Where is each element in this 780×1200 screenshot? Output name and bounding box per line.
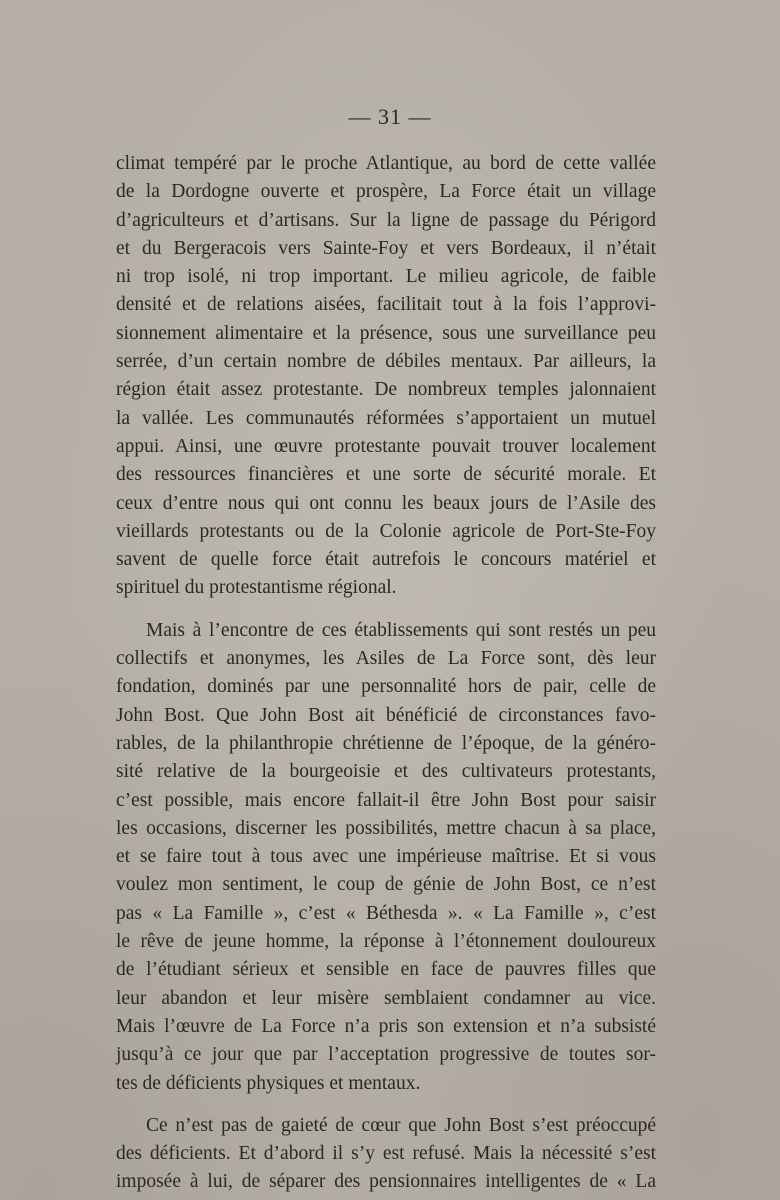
text-line: collectifs et anonymes, les Asiles de La Force sont, dès leur [116, 648, 656, 670]
text-line: les occasions, discerner les possibilités, mettre chacun à sa place, [116, 817, 656, 839]
text-line: ceux d’entre nous qui ont connu les beaux jours de l’Asile des [116, 492, 656, 514]
text-line: d’agriculteurs et d’artisans. Sur la ligne de passage du Périgord [116, 209, 656, 231]
text-line: des ressources financières et une sorte de sécurité morale. Et [116, 464, 656, 486]
text-line: climat tempéré par le proche Atlantique, au bord de cette vallée [116, 153, 656, 174]
text-line: Mais l’œuvre de La Force n’a pris son extension et n’a subsisté [116, 1015, 656, 1037]
text-line: vieillards protestants ou de la Colonie agricole de Port-Ste-Foy [116, 520, 656, 542]
text-line: imposée à lui, de séparer des pensionnaires intelligentes de « La [116, 1171, 656, 1193]
paragraph [116, 617, 656, 1098]
text-line: John Bost. Que John Bost ait bénéficié de circonstances favo- [116, 704, 656, 726]
text-line: sionnement alimentaire et la présence, sous une surveillance peu [116, 322, 656, 344]
text-line: serrée, d’un certain nombre de débiles mentaux. Par ailleurs, la [116, 351, 656, 373]
text-line: des déficients. Et d’abord il s’y est refusé. Mais la nécessité s’est [116, 1143, 656, 1165]
text-line: voulez mon sentiment, le coup de génie de John Bost, ce n’est [116, 874, 656, 896]
text-line: et du Bergeracois vers Sainte-Foy et vers Bordeaux, il n’était [116, 237, 656, 259]
text-line: leur abandon et leur misère semblaient condamner au vice. [116, 987, 656, 1009]
text-line: fondation, dominés par une personnalité hors de pair, celle de [116, 676, 656, 698]
text-line: de la Dordogne ouverte et prospère, La Force était un village [116, 181, 656, 203]
text-line: le rêve de jeune homme, la réponse à l’étonnement douloureux [116, 931, 656, 953]
page-number: — 31 — [348, 104, 432, 129]
paragraph [116, 1112, 656, 1197]
paragraph [116, 150, 656, 603]
text-line: Mais à l’encontre de ces établissements qui sont restés un peu [146, 619, 656, 641]
paragraph-gap [116, 603, 656, 617]
text-line: tes de déficients physiques et mentaux. [116, 1072, 421, 1094]
text-line: de l’étudiant sérieux et sensible en face de pauvres filles que [116, 959, 656, 981]
text-line: jusqu’à ce jour que par l’acceptation progressive de toutes sor- [116, 1044, 656, 1066]
text-line: Ce n’est pas de gaieté de cœur que John Bost s’est préoccupé [146, 1114, 656, 1136]
text-line: spirituel du protestantisme régional. [116, 577, 397, 599]
text-line: rables, de la philanthropie chrétienne de l’époque, de la généro- [116, 732, 656, 754]
text-line: pas « La Famille », c’est « Béthesda ». « La Famille », c’est [116, 902, 656, 924]
paragraph-gap [116, 1098, 656, 1112]
body-text [116, 150, 656, 1197]
text-line: sité relative de la bourgeoisie et des cultivateurs protestants, [116, 761, 656, 783]
text-line: ni trop isolé, ni trop important. Le milieu agricole, de faible [116, 266, 656, 288]
text-line: région était assez protestante. De nombreux temples jalonnaient [116, 379, 656, 401]
text-line: savent de quelle force était autrefois le concours matériel et [116, 549, 656, 571]
text-line: et se faire tout à tous avec une impérieuse maîtrise. Et si vous [116, 846, 656, 868]
text-line: appui. Ainsi, une œuvre protestante pouvait trouver localement [116, 435, 656, 457]
text-line: densité et de relations aisées, facilitait tout à la fois l’approvi- [116, 294, 656, 316]
text-line: la vallée. Les communautés réformées s’apportaient un mutuel [116, 407, 656, 429]
text-line: c’est possible, mais encore fallait-il être John Bost pour saisir [116, 789, 656, 811]
